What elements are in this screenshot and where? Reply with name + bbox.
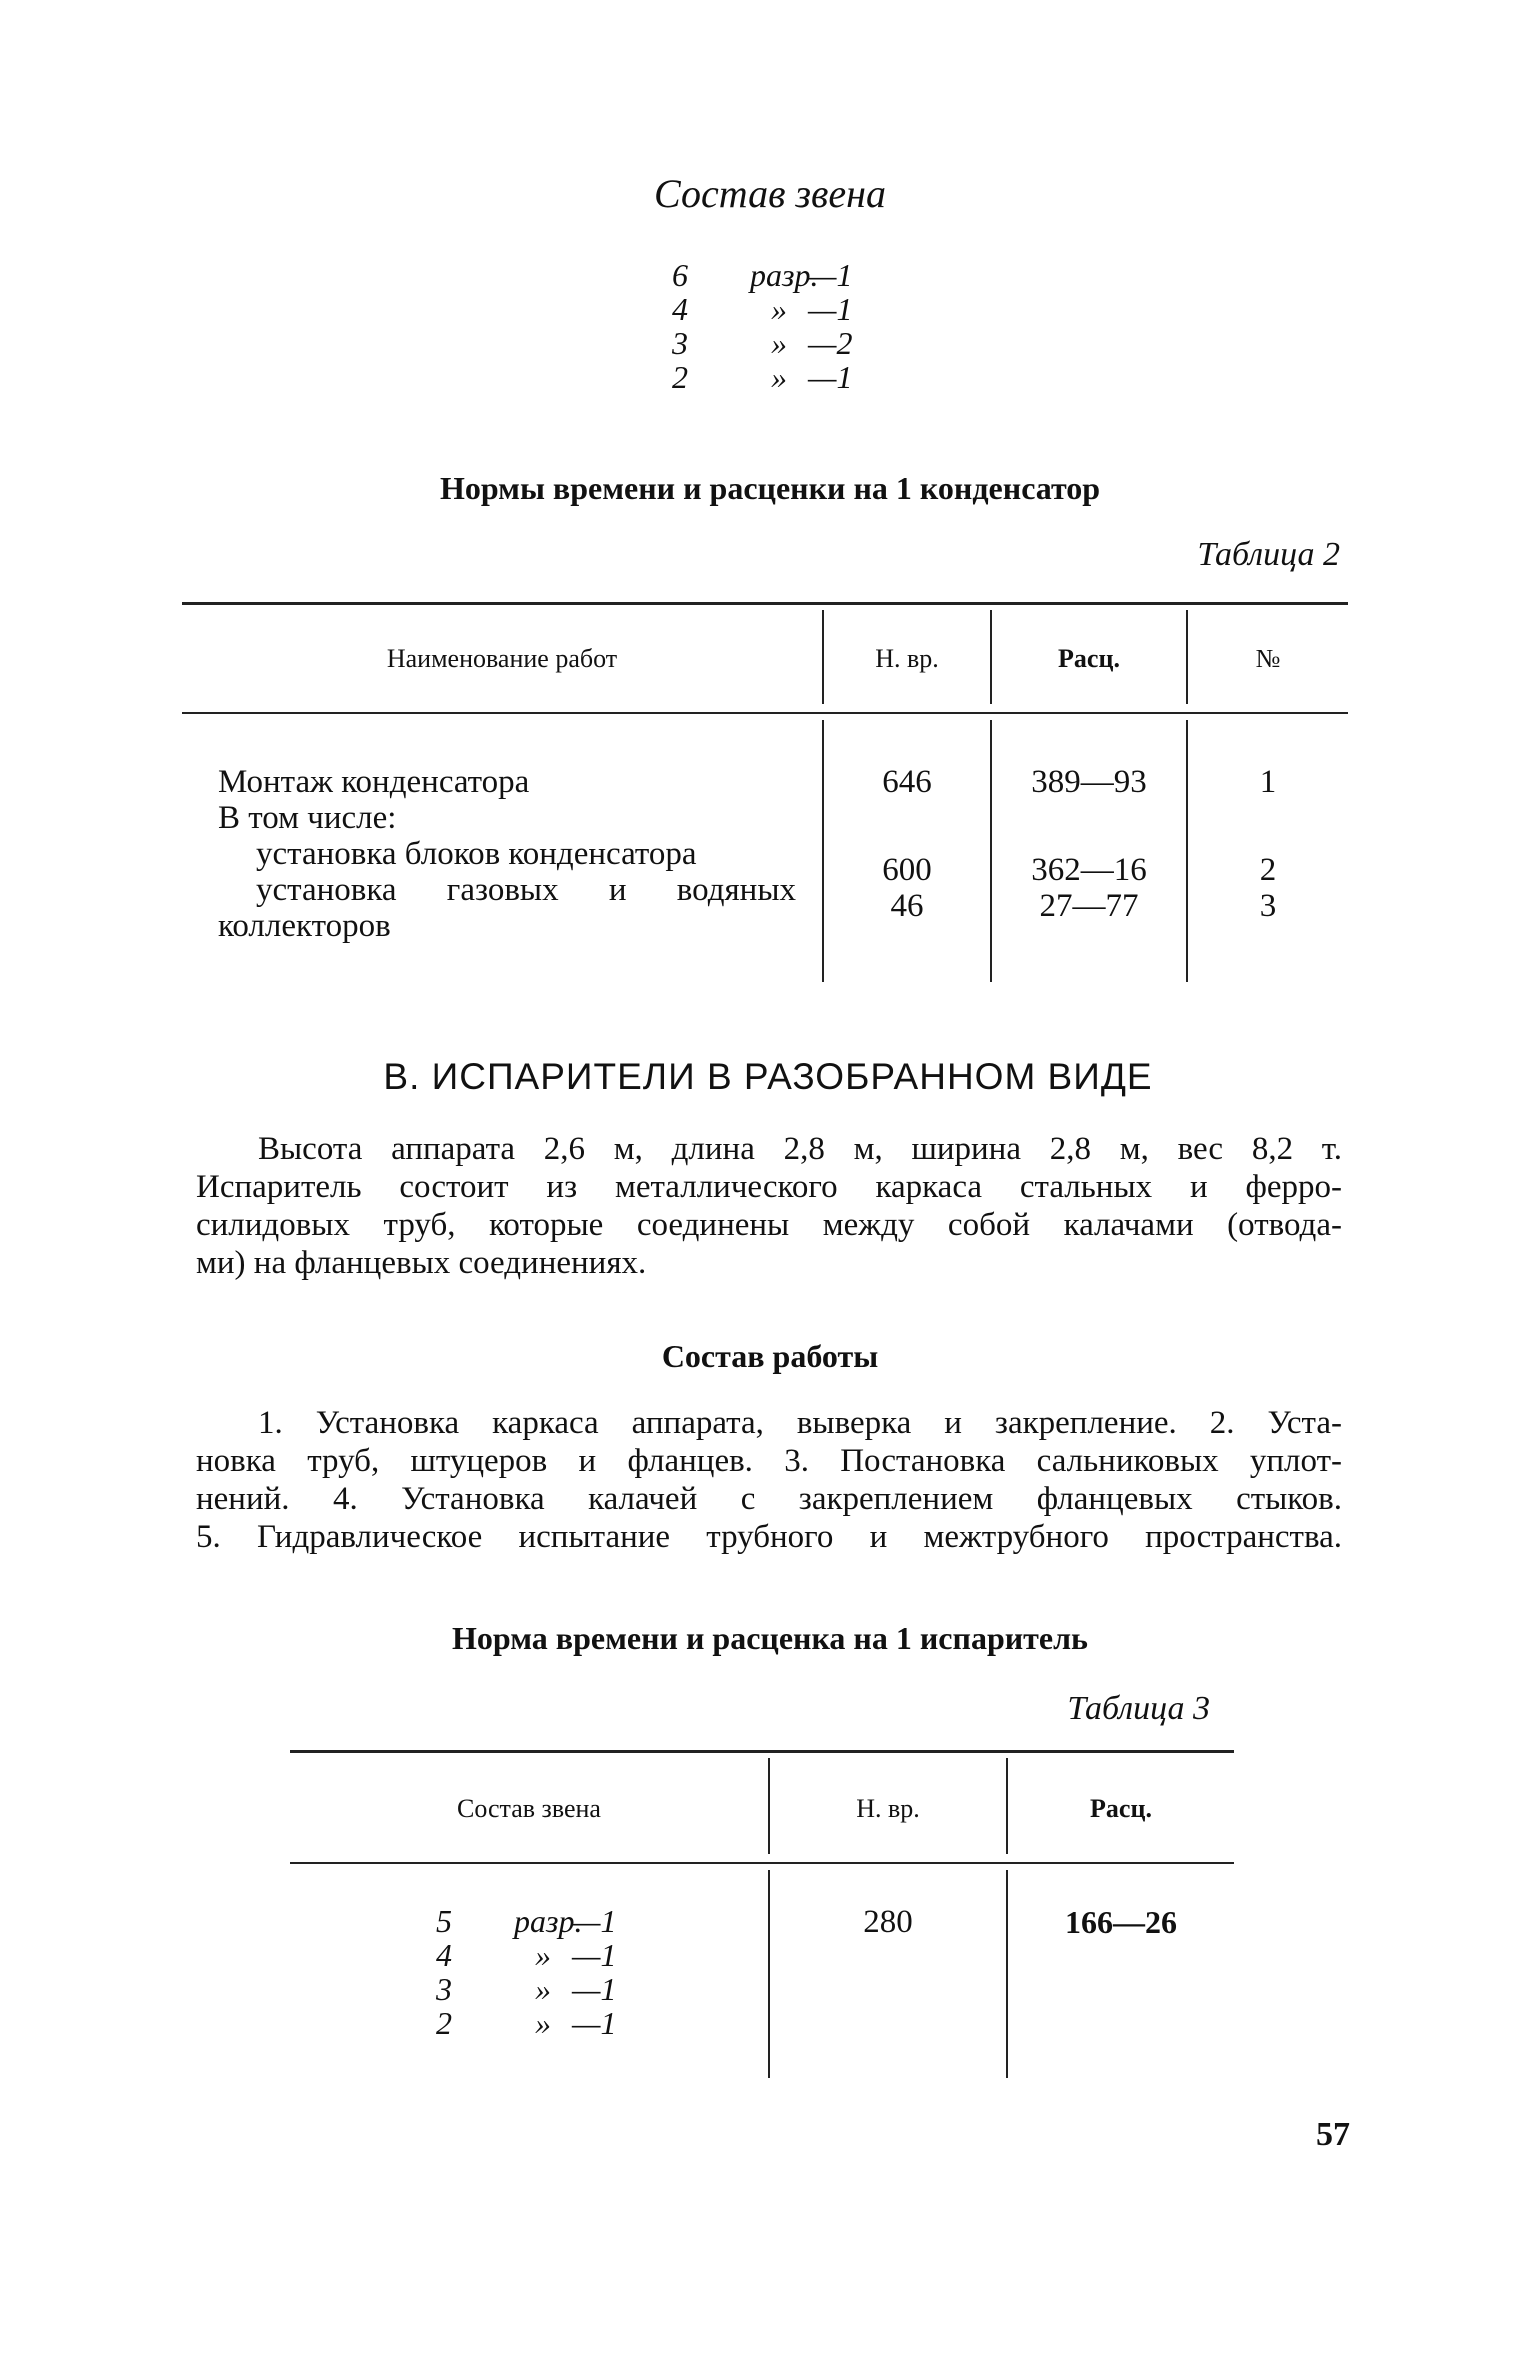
table-cell: 1 xyxy=(1259,764,1277,800)
brigade-count: —1 xyxy=(572,1971,617,2007)
brigade-unit: разр. xyxy=(514,1903,583,1939)
paragraph-line: ми) на фланцевых соединениях. xyxy=(196,1245,647,1281)
paragraph-line: 1. Установка каркаса аппарата, выверка и закрепление. 2. Уста- xyxy=(258,1405,1342,1441)
table-column-rule xyxy=(1006,1870,1008,2078)
table-cell: Монтаж конденсатора xyxy=(218,764,530,800)
brigade-rank: 5 xyxy=(436,1903,452,1939)
brigade-rank: 4 xyxy=(672,291,688,327)
section-title: В. ИСПАРИТЕЛИ В РАЗОБРАННОМ ВИДЕ xyxy=(383,1056,1153,1097)
brigade-unit: » xyxy=(771,359,787,395)
table2-header-norm: Н. вр. xyxy=(875,644,939,673)
table-cell: 646 xyxy=(882,764,932,800)
table2-header-rate: Расц. xyxy=(1058,644,1120,673)
table-cell: коллекторов xyxy=(218,908,391,944)
table2-header-num: № xyxy=(1255,644,1281,673)
brigade-rank: 3 xyxy=(436,1971,452,2007)
brigade-unit: » xyxy=(535,1937,551,1973)
table3-label: Таблица 3 xyxy=(1067,1690,1210,1727)
paragraph-line: новка труб, штуцеров и фланцев. 3. Постановка сальниковых уплот- xyxy=(196,1443,1342,1479)
table-column-rule xyxy=(822,720,824,982)
table3-caption: Норма времени и расценка на 1 испаритель xyxy=(452,1620,1088,1656)
table-cell: 2 xyxy=(1259,852,1277,888)
work-paragraph xyxy=(196,1404,1342,1556)
table-rule xyxy=(290,1862,1234,1864)
table2-caption: Нормы времени и расценки на 1 конденсатор xyxy=(439,470,1101,506)
table2-header-name: Наименование работ xyxy=(386,644,618,673)
table-cell: 46 xyxy=(890,888,924,924)
brigade-unit: » xyxy=(535,2005,551,2041)
paragraph-line: силидовых труб, которые соединены между собой калачами (отвода- xyxy=(196,1207,1342,1243)
table-cell: 3 xyxy=(1259,888,1277,924)
brigade-unit: разр. xyxy=(750,257,819,293)
brigade-list xyxy=(672,258,898,394)
table-cell: 600 xyxy=(882,852,932,888)
table-column-rule xyxy=(768,1870,770,2078)
table-cell: установка газовых и водяных xyxy=(256,872,796,908)
paragraph-line: Высота аппарата 2,6 м, длина 2,8 м, ширина 2,8 м, вес 8,2 т. xyxy=(258,1131,1342,1167)
brigade-unit: » xyxy=(535,1971,551,2007)
brigade-heading: Состав звена xyxy=(653,171,886,216)
table3-header-norm: Н. вр. xyxy=(856,1794,920,1823)
table3-header-rate: Расц. xyxy=(1090,1794,1152,1823)
table3-rate: 166—26 xyxy=(1065,1904,1177,1940)
brigade-unit: » xyxy=(771,325,787,361)
table-cell: 362—16 xyxy=(1031,852,1147,888)
table-rule xyxy=(290,1750,1234,1753)
table-rule xyxy=(182,712,1348,714)
paragraph-line: Испаритель состоит из металлического каркаса стальных и ферро- xyxy=(196,1169,1342,1205)
paragraph-line: нений. 4. Установка калачей с закреплением фланцевых стыков. xyxy=(196,1481,1342,1517)
brigade-unit: » xyxy=(771,291,787,327)
work-heading: Состав работы xyxy=(661,1338,879,1374)
brigade-rank: 2 xyxy=(672,359,688,395)
brigade-rank: 2 xyxy=(436,2005,452,2041)
brigade-count: —2 xyxy=(808,325,853,361)
brigade-count: —1 xyxy=(808,359,853,395)
brigade-count: —1 xyxy=(572,2005,617,2041)
paragraph-line: 5. Гидравлическое испытание трубного и межтрубного пространства. xyxy=(196,1519,1342,1555)
table3-norm: 280 xyxy=(863,1904,913,1940)
brigade-rank: 3 xyxy=(672,325,688,361)
brigade-count: —1 xyxy=(572,1903,617,1939)
table3-brigade-list xyxy=(436,1904,662,2040)
table-cell: 27—77 xyxy=(1039,888,1139,924)
table-rule xyxy=(182,602,1348,605)
table-cell: В том числе: xyxy=(218,800,397,836)
brigade-count: —1 xyxy=(572,1937,617,1973)
section-paragraph xyxy=(196,1130,1342,1282)
brigade-count: —1 xyxy=(808,291,853,327)
brigade-rank: 4 xyxy=(436,1937,452,1973)
table3-header-brigade: Состав звена xyxy=(457,1794,601,1823)
table-column-rule xyxy=(990,720,992,982)
table-cell: установка блоков конденсатора xyxy=(256,836,697,872)
table-cell: 389—93 xyxy=(1031,764,1147,800)
brigade-count: —1 xyxy=(808,257,853,293)
brigade-rank: 6 xyxy=(672,257,688,293)
table2-label: Таблица 2 xyxy=(1197,536,1340,573)
table-column-rule xyxy=(1186,720,1188,982)
page-number: 57 xyxy=(1316,2116,1350,2153)
